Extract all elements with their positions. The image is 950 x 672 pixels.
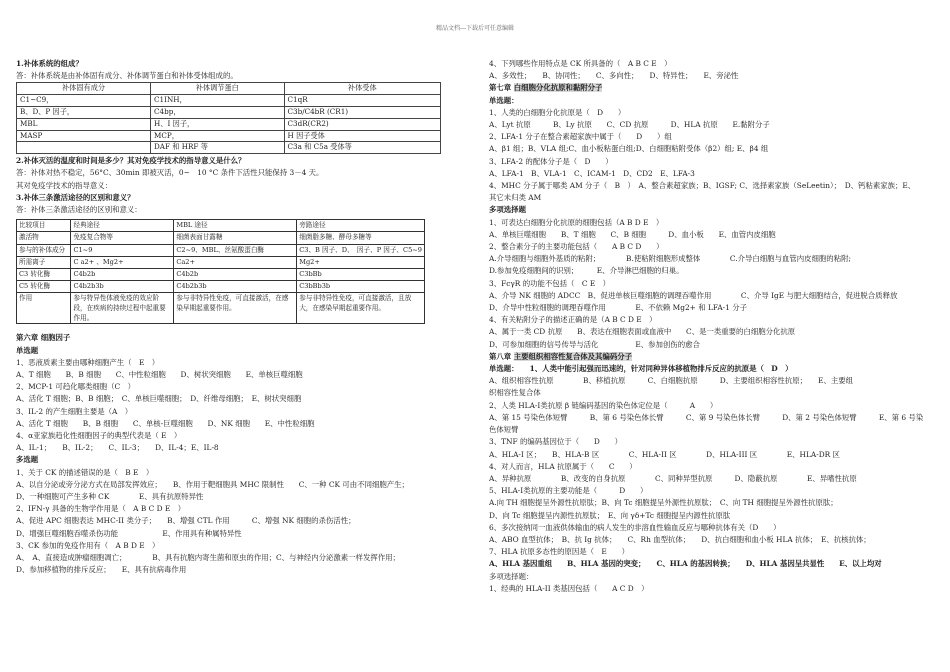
table-cell: C5 转化酶	[17, 281, 71, 293]
text-line: A、属于一类 CD 抗原 B、表达在细胞表面或血液中 C、是一类重要的白细胞分化抗原	[489, 327, 796, 337]
table-cell: 旁路途径	[297, 220, 425, 232]
text-line: 4、对人而言，HLA 抗原属于（ C ）	[489, 461, 637, 471]
table-cell: 作用	[17, 293, 71, 324]
page-header: 精品文档---下载后可任意编辑	[435, 25, 515, 32]
table-cell: C2~9、MBL、丝氨酸蛋白酶	[174, 244, 297, 256]
table-cell: C1~9	[71, 244, 174, 256]
text-line: A、ABO 血型抗体； B、抗 Ig 抗体； C、Rh 血型抗体； D、抗白细胞和血小板 HLA 抗体； E、抗核抗体；	[489, 534, 871, 544]
table-cell: 比较项目	[17, 220, 71, 232]
table-cell: 所需离子	[17, 256, 71, 268]
table-cell: B、D、P 因子，	[17, 107, 151, 119]
table-cell: C3a 和 C5a 受体等	[284, 142, 440, 154]
table-cell: 经典途径	[71, 220, 174, 232]
text-line: 2、IFN-γ 具备的生物学作用是（ A B C D E ）	[16, 504, 186, 514]
text-line: 4、MHC 分子属于哪类 AM 分子（ B ） A、整合素超家族；B、IGSF; C、选择素家族（SeLeetin）； D、钙粘素家族；E、	[489, 181, 916, 191]
table-cell: MASP	[17, 130, 151, 142]
table-header: 补体受体	[284, 83, 440, 95]
text-line: 其它未归类 AM	[489, 193, 542, 203]
text-line: D、增强巨噬细胞吞噬杀伤功能 E、作用具有种属特异性	[16, 528, 242, 538]
text-line: 3、LFA-2 的配体分子是（ D ）	[489, 156, 613, 166]
table-cell: C4b2b3b	[71, 281, 174, 293]
q3-title: 3.补体三条激活途径的区别和意义？	[16, 192, 135, 202]
text-line: A、 A、直接造成肿瘤细胞凋亡； B、具有抗胞内寄生菌和原虫的作用；C、与神经内分泌激素一样发挥作用；	[16, 553, 400, 563]
text-line: A、促进 APC 细胞表达 MHC-II 类分子； B、增强 CTL 作用 C、增强 NK 细胞的杀伤活性；	[16, 516, 356, 526]
text-line: A、活化 T 细胞 B、B 细胞 C、单核-巨噬细胞 D、NK 细胞 E、中性粒细胞	[16, 418, 315, 428]
q2-title: 2.补体灭活的温度和时间是多少？其对免疫学技术的指导意义是什么？	[16, 156, 246, 166]
table-cell	[17, 142, 151, 154]
text-line: 4、下列哪些作用特点是 CK 所具备的（ A B C E ）	[489, 59, 672, 68]
table-row	[17, 293, 425, 324]
table-row	[17, 142, 441, 154]
text-line: 6、多次接纳同一血液供体输血的病人发生的非溶血性输血反应与哪种抗体有关（D ）	[489, 522, 781, 532]
chapter-title: 第六章 细胞因子	[16, 333, 71, 343]
text-line: A、T 细胞 B、B 细胞 C、中性粒细胞 D、树状突细胞 E、单核巨噬细胞	[16, 370, 303, 380]
text-line: 2、MCP-1 可趋化哪类细胞（C ）	[16, 382, 135, 392]
table-cell: MBL	[17, 118, 151, 130]
chapter-title: 第七章 白细胞分化抗原和黏附分子	[489, 83, 603, 93]
table-cell: C3b/C4bR (CR1)	[284, 107, 440, 119]
text-line: 1、恶液质素主要由哪种细胞产生（ E ）	[16, 357, 160, 367]
table-cell: C4b2b	[174, 269, 297, 281]
table-cell: C1INH，	[151, 95, 284, 107]
right-column	[489, 58, 944, 595]
text-line: 多选题	[16, 455, 39, 465]
text-line: 3、FcγR 的功能不包括（ C E ）	[489, 278, 610, 288]
text-line: A、β1 组；B、VLA 组;C、血小板粘蛋白组;D、白细胞粘附受体（β2）组; E、β4 组	[489, 144, 769, 154]
table-cell: 参与非特异性免疫，可直接激活，且放大，在感染早期起重要作用。	[297, 293, 425, 324]
text-line: 多项选择题	[489, 205, 526, 215]
table-cell: Mg2+	[297, 256, 425, 268]
table-cell: C3、B 因子、D、 因子、P 因子、C5~9	[297, 244, 425, 256]
text-line: 单选题： 1、人类中能引起强而迅速的，针对同种异体移植物排斥反应的抗原是（ D ）	[489, 364, 793, 374]
text-line: A、HLA 基因重组 B、HLA 基因的突变； C、HLA 的基因转换； D、HLA 基因呈共显性 E、以上均对	[489, 559, 882, 569]
text-line: A、HLA-I 区； B、HLA-B 区 C、HLA-II 区 D、HLA-III 区 E、HLA-DR 区	[489, 449, 840, 459]
left-column	[16, 58, 441, 576]
table-cell: Ca2+	[174, 256, 297, 268]
q1-title: 1.补体系统的组成？	[16, 59, 83, 68]
text-line: A、多效性； B、协同性； C、多向性； D、特异性； E、旁泌性	[489, 71, 739, 81]
table-row	[17, 281, 425, 293]
table-cell: 细菌表面甘露糖	[174, 232, 297, 244]
q3-answer: 答：补体三条激活途径的区别和意义：	[16, 205, 142, 214]
table-cell: C4b2b	[71, 269, 174, 281]
table-cell: 细菌脂多糖、酵母多糖等	[297, 232, 425, 244]
table-cell: C3 转化酶	[17, 269, 71, 281]
table-cell: H 因子受体	[284, 130, 440, 142]
table-cell: C1qR	[284, 95, 440, 107]
table-cell: C a2+ 、Mg2+	[71, 256, 174, 268]
text-line: A、IL-1； B、IL-2； C、IL-3； D、IL-4；E、IL-8	[16, 443, 219, 453]
table-row	[17, 232, 425, 244]
text-line: A、第 15 号染色体短臂 B、第 6 号染色体长臂 C、第 9 号染色体长臂 D、第 2 号染色体短臂 E、第 6 号染	[489, 412, 924, 422]
table-row	[17, 220, 425, 232]
text-line: A、组织相容性抗原 B、移植抗原 C、白细胞抗原 D、主要组织相容性抗原； E、主要组	[489, 376, 854, 386]
text-line: 3、CK 参加的免疫作用有（ A B D E ）	[16, 540, 160, 550]
table-cell: 激活物	[17, 232, 71, 244]
text-line: D、向 Tc 细胞提呈内源性抗原肽； E、向 γδ+Tc 细胞提呈内源性抗原肽	[489, 510, 731, 520]
text-line: 1、关于 CK 的描述错误的是（ B E ）	[16, 467, 154, 477]
text-line: D.参加免疫细胞间的识别； E、介导淋巴细胞的归巢。	[489, 266, 684, 276]
q2-answer-significance: 其对免疫学技术的指导意义：	[16, 180, 113, 190]
text-line: 色体短臂	[489, 425, 519, 435]
table-cell: C1~C9，	[17, 95, 151, 107]
table-row	[17, 130, 441, 142]
text-line: 3、IL-2 的产生细胞主要是（A ）	[16, 406, 133, 416]
table-cell: MBL 途径	[174, 220, 297, 232]
table-cell: H、I 因子，	[151, 118, 284, 130]
table-header: 补体固有成分	[17, 83, 151, 95]
text-line: 2、人类 HLA-Ⅰ类抗原 β 链编码基因的染色体定位是（ A ）	[489, 400, 718, 410]
table-cell: C3bBb3b	[297, 281, 425, 293]
table-row	[17, 118, 441, 130]
text-line: 1、人类的白细胞分化抗原是（ D ）	[489, 107, 626, 117]
text-line: 5、HLA-Ⅰ类抗原的主要功能是（ D ）	[489, 486, 648, 496]
table-cell: 参与特异性体液免疫的效应阶段，在疾病的持续过程中起重要作用。	[71, 293, 174, 324]
table-header: 补体调节蛋白	[151, 83, 284, 95]
table-cell: 免疫复合物等	[71, 232, 174, 244]
text-line: A.介导细胞与细胞外基质的粘附； B.使粘附细胞形成整体 C.介导白细胞与血管内皮细胞的粘附;	[489, 254, 851, 264]
text-line: 2、整合素分子的主要功能包括（ A B C D ）	[489, 242, 664, 252]
text-line: D、介导中性粒细胞的调理吞噬作用 E、不依赖 Mg2+ 和 LFA-1 分子	[489, 303, 747, 313]
text-line: D、可参加细胞的信号传导与活化 E、参加创伤的愈合	[489, 339, 700, 349]
text-line: A、Lyt 抗原 B、Ly 抗原 C、CD 抗原 D、HLA 抗原 E.黏附分子	[489, 120, 770, 130]
text-line: 多项选择题：	[489, 571, 534, 581]
text-line: A.向 TH 细胞提呈外源性抗原肽；B、向 Tc 细胞提呈外源性抗原肽； C、向 TH 细胞提呈外源性抗原肽；	[489, 498, 838, 508]
text-line: 1、经典的 HLA-II 类基因包括（ A C D ）	[489, 583, 649, 593]
text-line: 1、可表达白细胞分化抗原的细胞包括（A B D E ）	[489, 217, 664, 227]
text-line: 4、有关粘附分子的描述正确的是（A B C D E ）	[489, 315, 657, 325]
text-line: 单选题：	[489, 95, 519, 105]
table-cell: DAF 和 HRF 等	[151, 142, 284, 154]
left-question-list	[16, 345, 441, 577]
text-line: A、异种抗原 B、改变的自身抗原 C、同种异型抗原 D、隐蔽抗原 E、异嗜性抗原	[489, 473, 857, 483]
table-cell: C3dR(CR2)	[284, 118, 440, 130]
activation-pathway-table	[16, 219, 425, 324]
text-line: A、单核巨噬细胞 B、T 细胞 C、B 细胞 D、血小板 E、血管内皮细胞	[489, 229, 776, 239]
table-row	[17, 256, 425, 268]
q1-answer: 答：补体系统是由补体固有成分、补体调节蛋白和补体受体组成的。	[16, 71, 238, 81]
text-line: 3、TNF 的编码基因位于（ D ）	[489, 437, 622, 447]
table-cell: C3bBb	[297, 269, 425, 281]
table-cell: C4bp，	[151, 107, 284, 119]
table-cell: 参与非特异性免疫，可直接激活，在感染早期起重要作用。	[174, 293, 297, 324]
chapter-title: 第八章 主要组织相容性复合体及其编码分子	[489, 351, 633, 361]
text-line: 4、α亚家族趋化性细胞因子的典型代表是（ E ）	[16, 431, 182, 441]
text-line: 单选题	[16, 345, 39, 355]
table-row	[17, 107, 441, 119]
complement-composition-table	[16, 82, 441, 154]
q2-answer: 答：补体对热不稳定，56°C、30min 即被灭活，0~ 10 °C 条件下活性只能保持 3－4 天。	[16, 168, 324, 178]
table-cell: C4b2b3b	[174, 281, 297, 293]
table-cell: 参与的补体成分	[17, 244, 71, 256]
text-line: 7、HLA 抗原多态性的原因是（ E ）	[489, 547, 629, 557]
table-row	[17, 95, 441, 107]
text-line: A、LFA-1 B、VLA-1 C、ICAM-1 D、CD2 E、LFA-3	[489, 168, 695, 178]
text-line: D、一种细胞可产生多种 CK E、具有抗原特异性	[16, 492, 204, 502]
text-line: 织相容性复合体	[489, 388, 541, 398]
table-row	[17, 269, 425, 281]
text-line: A、活化 T 细胞；B、B 细胞； C、单核巨噬细胞； D、纤维母细胞； E、树状突细胞	[16, 394, 302, 404]
text-line: D、参加移植物的排斥反应； E、具有抗病毒作用	[16, 565, 187, 575]
text-line: 2、LFA-1 分子在整合素超家族中属于（ D ）组	[489, 132, 672, 142]
table-row	[17, 244, 425, 256]
text-line: A、以自分泌或旁分泌方式在局部发挥效应； B、作用于靶细胞具 MHC 限制性 C、一种 CK 可由不同细胞产生；	[16, 479, 409, 489]
table-cell: MCP，	[151, 130, 284, 142]
text-line: A、介导 NK 细胞的 ADCC B、促进单核巨噬细胞的调理吞噬作用 C、介导 IgE 与肥大细胞结合，促进脱合质释放	[489, 290, 898, 300]
